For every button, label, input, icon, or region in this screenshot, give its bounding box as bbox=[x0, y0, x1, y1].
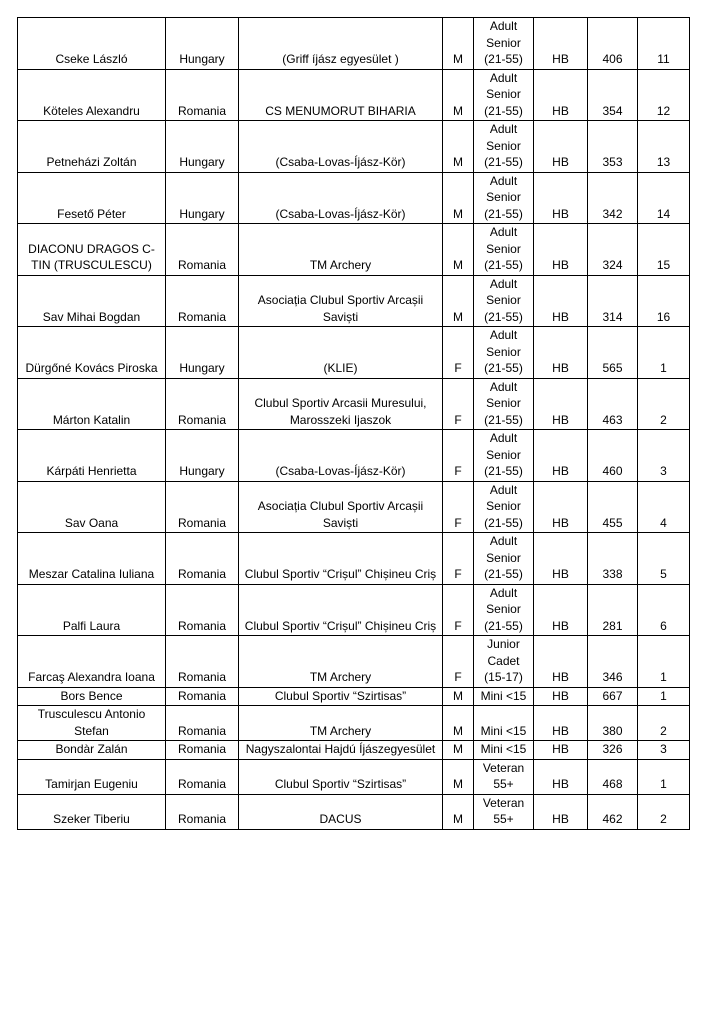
country-cell: Hungary bbox=[166, 172, 239, 224]
category-cell bbox=[474, 741, 534, 760]
gender-cell: F bbox=[443, 481, 474, 533]
score-cell: 326 bbox=[588, 741, 638, 760]
bow-type-cell: HB bbox=[534, 327, 588, 379]
athlete-name-cell: Trusculescu Antonio Stefan bbox=[18, 706, 166, 741]
athlete-name-cell: Cseke László bbox=[18, 18, 166, 70]
table-row bbox=[18, 533, 690, 585]
category-line: (21-55) bbox=[484, 361, 523, 375]
category-cell bbox=[474, 121, 534, 173]
country-cell: Romania bbox=[166, 687, 239, 706]
club-cell: Asociația Clubul Sportiv Arcașii Saviști bbox=[239, 275, 443, 327]
category-line: Adult bbox=[489, 173, 518, 188]
club-cell: Clubul Sportiv “Crișul” Chișineu Criș bbox=[239, 584, 443, 636]
score-cell: 406 bbox=[588, 18, 638, 70]
bow-type-cell: HB bbox=[534, 794, 588, 829]
place-cell: 1 bbox=[638, 759, 690, 794]
category-cell bbox=[474, 69, 534, 121]
category-line: (15-17) bbox=[484, 670, 523, 684]
place-cell: 4 bbox=[638, 481, 690, 533]
country-cell: Romania bbox=[166, 224, 239, 276]
gender-cell: F bbox=[443, 378, 474, 430]
place-cell: 3 bbox=[638, 430, 690, 482]
gender-cell: F bbox=[443, 584, 474, 636]
category-line: Adult bbox=[489, 585, 518, 600]
category-line: Senior bbox=[486, 396, 521, 410]
gender-cell: M bbox=[443, 741, 474, 760]
club-cell: TM Archery bbox=[239, 224, 443, 276]
category-cell bbox=[474, 706, 534, 741]
bow-type-cell: HB bbox=[534, 172, 588, 224]
bow-type-cell: HB bbox=[534, 430, 588, 482]
gender-cell: M bbox=[443, 224, 474, 276]
category-cell bbox=[474, 172, 534, 224]
category-line: Veteran bbox=[482, 795, 525, 810]
table-row bbox=[18, 794, 690, 829]
category-cell bbox=[474, 584, 534, 636]
athlete-name-cell: Meszar Catalina Iuliana bbox=[18, 533, 166, 585]
bow-type-cell: HB bbox=[534, 584, 588, 636]
place-cell: 1 bbox=[638, 687, 690, 706]
score-cell: 353 bbox=[588, 121, 638, 173]
athlete-name-cell: Dürgőné Kovács Piroska bbox=[18, 327, 166, 379]
country-cell: Romania bbox=[166, 275, 239, 327]
score-cell: 565 bbox=[588, 327, 638, 379]
score-cell: 460 bbox=[588, 430, 638, 482]
place-cell: 16 bbox=[638, 275, 690, 327]
gender-cell: F bbox=[443, 636, 474, 688]
place-cell: 1 bbox=[638, 327, 690, 379]
category-cell bbox=[474, 636, 534, 688]
place-cell: 15 bbox=[638, 224, 690, 276]
gender-cell: F bbox=[443, 533, 474, 585]
category-cell bbox=[474, 18, 534, 70]
bow-type-cell: HB bbox=[534, 533, 588, 585]
country-cell: Romania bbox=[166, 794, 239, 829]
athlete-name-cell: Farcaş Alexandra Ioana bbox=[18, 636, 166, 688]
category-line: Senior bbox=[486, 190, 521, 204]
place-cell: 11 bbox=[638, 18, 690, 70]
place-cell: 6 bbox=[638, 584, 690, 636]
category-line: Senior bbox=[486, 344, 521, 359]
table-row bbox=[18, 327, 690, 379]
category-line: (21-55) bbox=[484, 103, 523, 118]
athlete-name-cell: Bors Bence bbox=[18, 687, 166, 706]
bow-type-cell: HB bbox=[534, 759, 588, 794]
category-line: (21-55) bbox=[484, 618, 523, 633]
bow-type-cell: HB bbox=[534, 275, 588, 327]
category-line: (21-55) bbox=[484, 567, 523, 581]
gender-cell: M bbox=[443, 172, 474, 224]
athlete-name-cell: Petneházi Zoltán bbox=[18, 121, 166, 173]
category-cell bbox=[474, 224, 534, 276]
athlete-name-cell: DIACONU DRAGOS C-TIN (TRUSCULESCU) bbox=[18, 224, 166, 276]
category-line: Adult bbox=[489, 328, 518, 342]
bow-type-cell: HB bbox=[534, 378, 588, 430]
country-cell: Romania bbox=[166, 584, 239, 636]
category-line: Senior bbox=[486, 499, 521, 513]
category-line: Senior bbox=[486, 447, 521, 462]
place-cell: 2 bbox=[638, 706, 690, 741]
category-line: Mini <15 bbox=[480, 723, 527, 738]
category-cell bbox=[474, 759, 534, 794]
country-cell: Romania bbox=[166, 378, 239, 430]
category-cell bbox=[474, 430, 534, 482]
bow-type-cell: HB bbox=[534, 741, 588, 760]
club-cell: (Csaba-Lovas-Íjász-Kör) bbox=[239, 121, 443, 173]
category-line: Senior bbox=[486, 550, 521, 565]
bow-type-cell: HB bbox=[534, 69, 588, 121]
place-cell: 2 bbox=[638, 794, 690, 829]
place-cell: 2 bbox=[638, 378, 690, 430]
score-cell: 463 bbox=[588, 378, 638, 430]
category-line: Senior bbox=[486, 241, 521, 256]
category-line: Senior bbox=[486, 602, 521, 616]
country-cell: Romania bbox=[166, 741, 239, 760]
score-cell: 314 bbox=[588, 275, 638, 327]
category-line: Mini <15 bbox=[480, 688, 527, 703]
category-cell bbox=[474, 687, 534, 706]
category-line: Veteran bbox=[482, 760, 525, 775]
category-cell bbox=[474, 481, 534, 533]
category-line: (21-55) bbox=[484, 206, 523, 221]
table-row bbox=[18, 706, 690, 741]
country-cell: Hungary bbox=[166, 327, 239, 379]
category-line: Mini <15 bbox=[480, 742, 527, 756]
table-row bbox=[18, 584, 690, 636]
athlete-name-cell: Fesető Péter bbox=[18, 172, 166, 224]
table-row bbox=[18, 687, 690, 706]
country-cell: Romania bbox=[166, 636, 239, 688]
category-line: (21-55) bbox=[484, 258, 523, 272]
gender-cell: M bbox=[443, 18, 474, 70]
club-cell: (Csaba-Lovas-Íjász-Kör) bbox=[239, 430, 443, 482]
category-line: Adult bbox=[489, 70, 518, 85]
athlete-name-cell: Palfi Laura bbox=[18, 584, 166, 636]
category-line: Adult bbox=[489, 19, 518, 33]
category-cell bbox=[474, 794, 534, 829]
athlete-name-cell: Sav Oana bbox=[18, 481, 166, 533]
category-line: Adult bbox=[489, 379, 518, 394]
score-cell: 338 bbox=[588, 533, 638, 585]
club-cell: Nagyszalontai Hajdú Íjászegyesület bbox=[239, 741, 443, 760]
results-table bbox=[17, 17, 690, 830]
category-line: Adult bbox=[489, 534, 518, 548]
club-cell: TM Archery bbox=[239, 636, 443, 688]
table-row bbox=[18, 224, 690, 276]
bow-type-cell: HB bbox=[534, 687, 588, 706]
place-cell: 13 bbox=[638, 121, 690, 173]
country-cell: Romania bbox=[166, 481, 239, 533]
category-cell bbox=[474, 275, 534, 327]
category-line: 55+ bbox=[493, 777, 514, 791]
place-cell: 3 bbox=[638, 741, 690, 760]
club-cell: CS MENUMORUT BIHARIA bbox=[239, 69, 443, 121]
club-cell: Asociația Clubul Sportiv Arcașii Saviști bbox=[239, 481, 443, 533]
athlete-name-cell: Köteles Alexandru bbox=[18, 69, 166, 121]
gender-cell: F bbox=[443, 327, 474, 379]
club-cell: (Griff íjász egyesület ) bbox=[239, 18, 443, 70]
table-row bbox=[18, 172, 690, 224]
category-line: Adult bbox=[489, 276, 518, 291]
athlete-name-cell: Kárpáti Henrietta bbox=[18, 430, 166, 482]
category-line: Cadet bbox=[487, 653, 520, 668]
table-row bbox=[18, 430, 690, 482]
club-cell: (Csaba-Lovas-Íjász-Kör) bbox=[239, 172, 443, 224]
category-line: (21-55) bbox=[484, 52, 523, 66]
category-line: Senior bbox=[486, 87, 521, 101]
place-cell: 12 bbox=[638, 69, 690, 121]
category-line: (21-55) bbox=[484, 464, 523, 478]
table-row bbox=[18, 481, 690, 533]
place-cell: 14 bbox=[638, 172, 690, 224]
country-cell: Romania bbox=[166, 759, 239, 794]
bow-type-cell: HB bbox=[534, 706, 588, 741]
athlete-name-cell: Bondàr Zalán bbox=[18, 741, 166, 760]
club-cell: TM Archery bbox=[239, 706, 443, 741]
table-row bbox=[18, 741, 690, 760]
athlete-name-cell: Tamirjan Eugeniu bbox=[18, 759, 166, 794]
athlete-name-cell: Márton Katalin bbox=[18, 378, 166, 430]
score-cell: 667 bbox=[588, 687, 638, 706]
table-row bbox=[18, 636, 690, 688]
table-row bbox=[18, 275, 690, 327]
table-row bbox=[18, 18, 690, 70]
category-line: (21-55) bbox=[484, 515, 523, 530]
bow-type-cell: HB bbox=[534, 121, 588, 173]
score-cell: 354 bbox=[588, 69, 638, 121]
gender-cell: M bbox=[443, 69, 474, 121]
gender-cell: M bbox=[443, 687, 474, 706]
club-cell: Clubul Sportiv “Szirtisas” bbox=[239, 687, 443, 706]
score-cell: 281 bbox=[588, 584, 638, 636]
gender-cell: F bbox=[443, 430, 474, 482]
place-cell: 1 bbox=[638, 636, 690, 688]
table-row bbox=[18, 759, 690, 794]
category-line: Junior bbox=[487, 637, 520, 651]
score-cell: 346 bbox=[588, 636, 638, 688]
country-cell: Hungary bbox=[166, 18, 239, 70]
results-rows bbox=[18, 18, 690, 830]
country-cell: Romania bbox=[166, 706, 239, 741]
category-line: Senior bbox=[486, 35, 521, 50]
gender-cell: M bbox=[443, 759, 474, 794]
gender-cell: M bbox=[443, 706, 474, 741]
table-row bbox=[18, 121, 690, 173]
score-cell: 468 bbox=[588, 759, 638, 794]
category-cell bbox=[474, 533, 534, 585]
club-cell: DACUS bbox=[239, 794, 443, 829]
score-cell: 380 bbox=[588, 706, 638, 741]
category-line: (21-55) bbox=[484, 155, 523, 169]
score-cell: 455 bbox=[588, 481, 638, 533]
country-cell: Romania bbox=[166, 533, 239, 585]
gender-cell: M bbox=[443, 275, 474, 327]
club-cell: (KLIE) bbox=[239, 327, 443, 379]
club-cell: Clubul Sportiv Arcasii Muresului, Marosszeki Ijaszok bbox=[239, 378, 443, 430]
athlete-name-cell: Sav Mihai Bogdan bbox=[18, 275, 166, 327]
athlete-name-cell: Szeker Tiberiu bbox=[18, 794, 166, 829]
table-row bbox=[18, 378, 690, 430]
category-line: Adult bbox=[489, 122, 518, 136]
category-line: Adult bbox=[489, 482, 518, 497]
gender-cell: M bbox=[443, 794, 474, 829]
club-cell: Clubul Sportiv “Szirtisas” bbox=[239, 759, 443, 794]
category-line: (21-55) bbox=[484, 309, 523, 324]
country-cell: Hungary bbox=[166, 121, 239, 173]
place-cell: 5 bbox=[638, 533, 690, 585]
table-row bbox=[18, 69, 690, 121]
bow-type-cell: HB bbox=[534, 636, 588, 688]
score-cell: 324 bbox=[588, 224, 638, 276]
category-cell bbox=[474, 378, 534, 430]
score-cell: 342 bbox=[588, 172, 638, 224]
category-cell bbox=[474, 327, 534, 379]
category-line: Senior bbox=[486, 293, 521, 307]
bow-type-cell: HB bbox=[534, 481, 588, 533]
category-line: Adult bbox=[489, 431, 518, 445]
gender-cell: M bbox=[443, 121, 474, 173]
category-line: Adult bbox=[489, 225, 518, 239]
category-line: Senior bbox=[486, 138, 521, 153]
category-line: (21-55) bbox=[484, 412, 523, 427]
country-cell: Romania bbox=[166, 69, 239, 121]
club-cell: Clubul Sportiv “Crișul” Chișineu Criș bbox=[239, 533, 443, 585]
score-cell: 462 bbox=[588, 794, 638, 829]
country-cell: Hungary bbox=[166, 430, 239, 482]
bow-type-cell: HB bbox=[534, 18, 588, 70]
category-line: 55+ bbox=[493, 812, 514, 826]
bow-type-cell: HB bbox=[534, 224, 588, 276]
